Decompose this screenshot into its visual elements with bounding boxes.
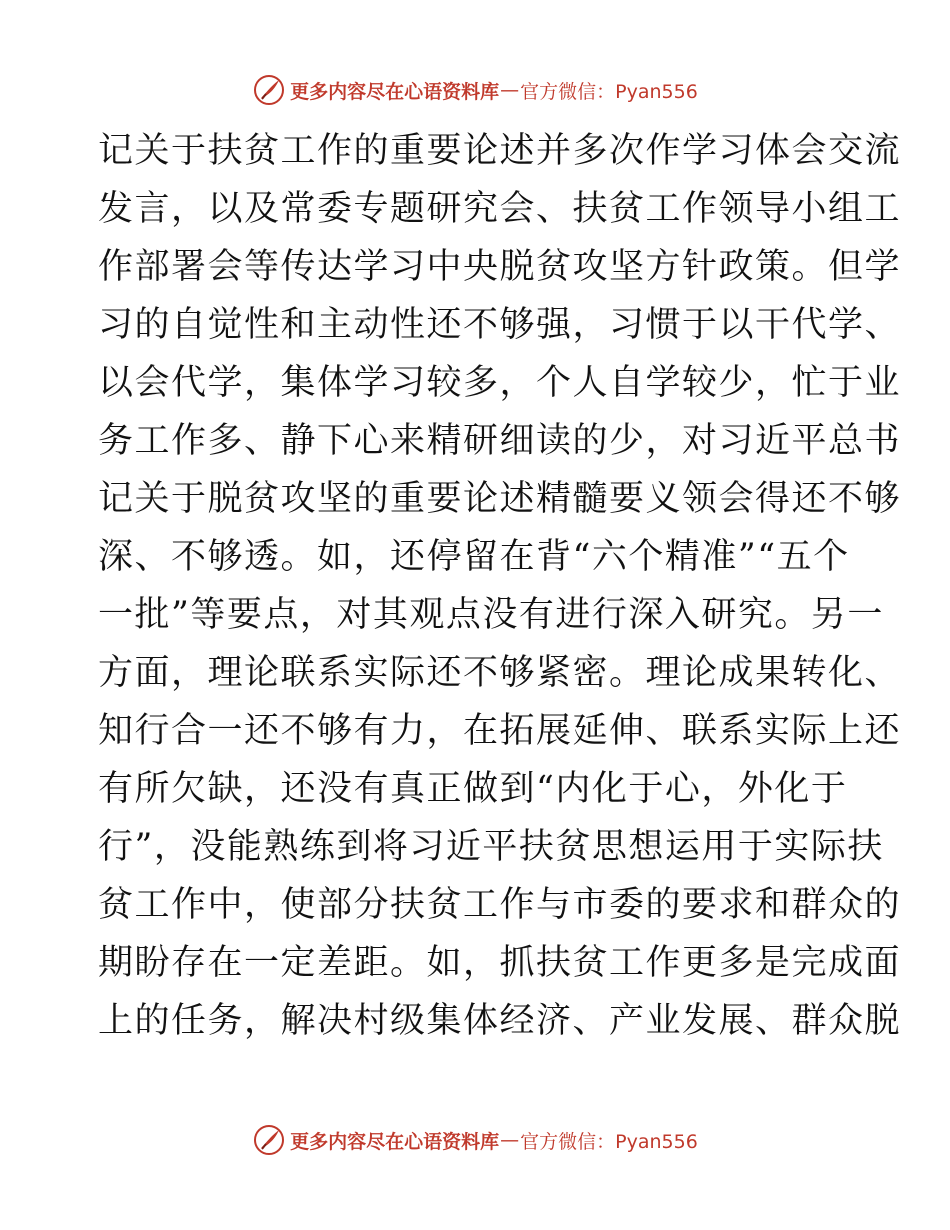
text-line: 记关于脱贫攻坚的重要论述精髓要义领会得还不够 xyxy=(98,479,902,519)
text-line: 期盼存在一定差距。如，抓扶贫工作更多是完成面 xyxy=(98,943,902,983)
footer-promo-text: 更多内容尽在心语资料库 xyxy=(290,1130,500,1153)
header-dash: — xyxy=(500,79,520,101)
text-line: 行”，没能熟练到将习近平扶贫思想运用于实际扶 xyxy=(98,827,884,867)
text-line: 习的自觉性和主动性还不够强，习惯于以干代学、 xyxy=(98,305,902,345)
quill-pen-logo-icon xyxy=(252,1123,286,1157)
text-line: 作部署会等传达学习中央脱贫攻坚方针政策。但学 xyxy=(98,247,902,287)
text-line: 一批”等要点，对其观点没有进行深入研究。另一 xyxy=(98,595,884,635)
text-line: 上的任务，解决村级集体经济、产业发展、群众脱 xyxy=(98,1001,902,1041)
text-line: 有所欠缺，还没有真正做到“内化于心，外化于 xyxy=(98,769,848,809)
text-line: 发言，以及常委专题研究会、扶贫工作领导小组工 xyxy=(98,189,902,229)
header-banner xyxy=(0,70,950,110)
text-line: 务工作多、静下心来精研细读的少，对习近平总书 xyxy=(98,421,902,461)
quill-pen-logo-icon xyxy=(252,73,286,107)
header-wechat-text: 官方微信：Pyan556 xyxy=(520,80,698,103)
text-line: 贫工作中，使部分扶贫工作与市委的要求和群众的 xyxy=(98,885,902,925)
footer-banner xyxy=(0,1120,950,1160)
text-line: 以会代学，集体学习较多，个人自学较少，忙于业 xyxy=(98,363,902,403)
text-line: 方面，理论联系实际还不够紧密。理论成果转化、 xyxy=(98,653,902,693)
text-line: 知行合一还不够有力，在拓展延伸、联系实际上还 xyxy=(98,711,902,751)
footer-dash: — xyxy=(500,1129,520,1151)
document-body xyxy=(98,122,902,1050)
text-line: 记关于扶贫工作的重要论述并多次作学习体会交流 xyxy=(98,131,902,171)
footer-wechat-text: 官方微信：Pyan556 xyxy=(520,1130,698,1153)
text-line: 深、不够透。如，还停留在背“六个精准”“五个 xyxy=(98,537,850,577)
header-promo-text: 更多内容尽在心语资料库 xyxy=(290,80,500,103)
